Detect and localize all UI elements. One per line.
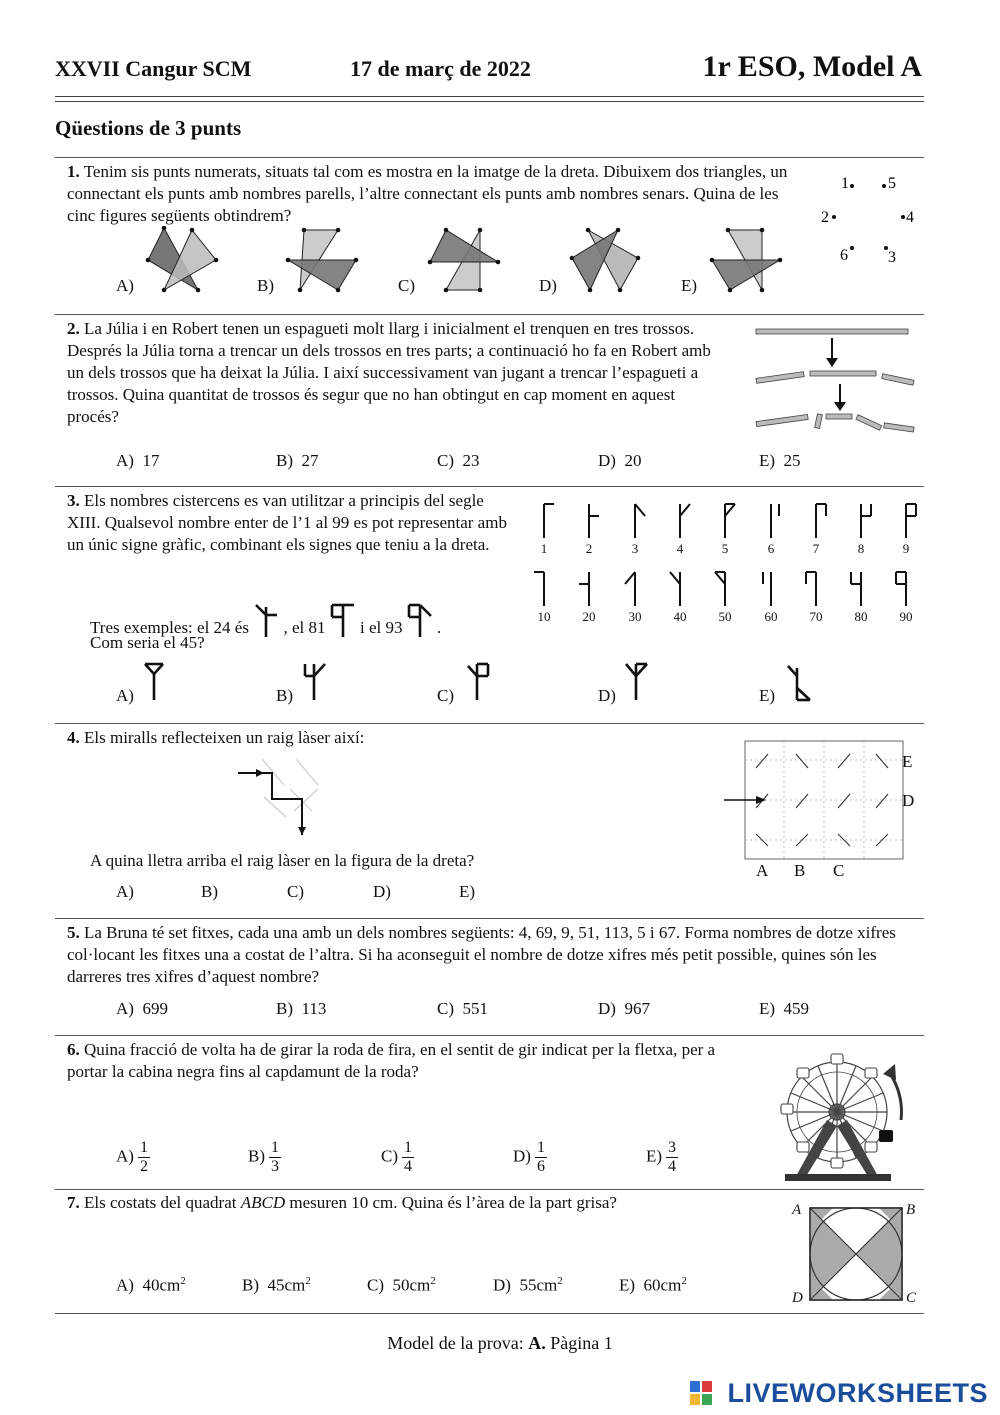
question-text: La Júlia i en Robert tenen un espagueti molt llarg i inicialment el trenquen en tres trossos. Després la Júlia torna a trencar un dels trossos en tres parts; a continuació ho fa en Robert amb un dels trossos que ha deixat la Júlia. I així successivament van jugant a trencar l’espagueti a trossos. Quina quantitat de trossos és segur que no han obtingut en cap moment en aquest procés?	[67, 319, 711, 426]
liveworksheets-brand[interactable]: LIVEWORKSHEETS	[727, 1378, 988, 1408]
option-a[interactable]: A)	[116, 686, 134, 705]
option-c[interactable]: C) 551	[437, 999, 488, 1018]
unit-label: 1	[540, 541, 548, 556]
question-6	[67, 1039, 757, 1083]
option-value: 17	[142, 451, 160, 470]
level-title: 1r ESO, Model A	[702, 50, 922, 83]
option-b-figure[interactable]	[282, 226, 362, 294]
question-number: 4.	[67, 728, 80, 747]
question-text: Els miralls reflecteixen un raig làser així:	[84, 728, 365, 747]
tens-label: 50	[718, 609, 732, 624]
numerator: 1	[536, 1139, 545, 1156]
divider	[55, 918, 924, 919]
question-text: Tenim sis punts numerats, situats tal com es mostra en la imatge de la dreta. Dibuixem dos triangles, un connectant els punts amb nombres parells, l’altre connectant els punts amb nombres senars. Quina de les cinc figures següents obtindrem?	[67, 162, 788, 225]
question-text: Els nombres cistercens es van utilitzar a principis del segle XIII. Qualsevol nombre enter de l’1 al 99 es pot representar amb un únic signe gràfic, combinant els signes que teniu a la dreta.	[67, 491, 507, 554]
point-label: 2	[821, 209, 829, 226]
option-c[interactable]: C) 23	[437, 451, 480, 470]
option-b[interactable]: B)	[257, 276, 274, 295]
option-d[interactable]: D)	[539, 276, 557, 295]
corner-label: D	[792, 1290, 803, 1306]
section-title: Qüestions de 3 punts	[55, 116, 242, 140]
question-4-ask: A quina lletra arriba el raig làser en la figura de la dreta?	[90, 851, 475, 870]
option-value: 699	[142, 999, 168, 1018]
question-number: 2.	[67, 319, 80, 338]
unit-label: 7	[812, 541, 820, 556]
cistercian-81-glyph	[330, 603, 356, 639]
question-4	[67, 727, 567, 749]
option-b[interactable]: B)	[276, 686, 293, 705]
examples-line: Tres exemples: el 24 és , el 81 i el 93 .	[90, 603, 510, 639]
denominator: 2	[139, 1158, 148, 1175]
option-d[interactable]: D) $55cm^2$	[493, 1275, 563, 1295]
divider	[55, 1189, 924, 1190]
option-a[interactable]: A) 699	[116, 999, 168, 1018]
corner-label: C	[906, 1290, 917, 1306]
point-label: 6	[840, 247, 848, 264]
option-b-glyph[interactable]	[301, 662, 327, 702]
option-a[interactable]: A) $40cm^2$	[116, 1275, 186, 1295]
denominator: 4	[668, 1158, 677, 1175]
denominator: 3	[271, 1158, 279, 1175]
unit-label: 3	[631, 541, 639, 556]
unit-label: 6	[767, 541, 775, 556]
option-e-figure[interactable]	[706, 226, 786, 294]
option-value: 20	[624, 451, 642, 470]
grid-label: C	[833, 861, 845, 880]
question-number: 7.	[67, 1193, 80, 1212]
divider	[55, 486, 924, 487]
option-value: 60	[643, 1275, 661, 1295]
option-b[interactable]: B) $45cm^2$	[242, 1275, 311, 1295]
option-d-figure[interactable]	[566, 226, 646, 294]
question-5	[67, 922, 927, 988]
option-c[interactable]: C)	[398, 276, 415, 295]
grid-label: B	[794, 861, 806, 880]
option-value: 459	[783, 999, 810, 1018]
liveworksheets-logo-icon	[690, 1381, 712, 1405]
option-d[interactable]: D) 20	[598, 451, 642, 470]
point-label: 5	[888, 175, 896, 192]
denominator: 6	[536, 1158, 545, 1175]
mirror-grid-figure	[720, 736, 930, 884]
corner-label: B	[906, 1202, 916, 1218]
header-rule-bottom	[55, 101, 924, 102]
option-e[interactable]: E)	[681, 276, 698, 295]
corner-label: A	[792, 1202, 802, 1218]
option-value: 551	[462, 999, 488, 1018]
square-name: ABCD	[240, 1193, 286, 1212]
option-e[interactable]: E) $\frac{3}{4}$	[646, 1139, 677, 1175]
option-b[interactable]: B)	[201, 882, 218, 901]
option-c[interactable]: C) $\frac{1}{4}$	[381, 1139, 412, 1175]
option-b[interactable]: B) 113	[276, 999, 327, 1018]
unit-label: 4	[676, 541, 684, 556]
option-d[interactable]: D)	[373, 882, 391, 901]
unit-label: 9	[902, 541, 910, 556]
option-e[interactable]: E)	[459, 882, 476, 901]
option-e-glyph[interactable]	[784, 662, 814, 702]
option-a-figure[interactable]	[142, 226, 222, 294]
option-a[interactable]: A) 17	[116, 451, 160, 470]
option-value: 113	[301, 999, 327, 1018]
header-rule-top	[55, 96, 924, 97]
tens-label: 90	[899, 609, 913, 624]
divider	[55, 314, 924, 315]
contest-date: 17 de març de 2022	[350, 56, 531, 81]
question-number: 1.	[67, 162, 80, 181]
tens-label: 10	[537, 609, 551, 624]
option-value: 967	[624, 999, 650, 1018]
option-c-figure[interactable]	[424, 226, 504, 294]
divider	[55, 1035, 924, 1036]
point-label: 3	[888, 249, 896, 266]
page-footer: Model de la prova: A. Pàgina 1	[387, 1333, 613, 1353]
option-a[interactable]: A)	[116, 882, 134, 901]
tens-label: 20	[582, 609, 596, 624]
option-b[interactable]: B) 27	[276, 451, 319, 470]
tens-label: 80	[854, 609, 868, 624]
option-value: 45	[267, 1275, 285, 1295]
point-label: 4	[906, 209, 914, 226]
spaghetti-figure	[750, 322, 920, 437]
option-d[interactable]: D) $\frac{1}{6}$	[513, 1139, 545, 1175]
point-label: 1	[841, 175, 849, 192]
question-1	[67, 161, 795, 227]
cistercian-reference-table	[524, 496, 924, 631]
tens-label: 60	[764, 609, 778, 624]
grid-label: A	[756, 861, 769, 880]
tens-label: 70	[809, 609, 823, 624]
option-a[interactable]: A)	[116, 276, 134, 295]
numerator: 1	[404, 1139, 412, 1156]
question-text: La Bruna té set fitxes, cada una amb un dels nombres següents: 4, 69, 9, 51, 113, 5 i 67. Forma nombres de dotze xifres col·locant les fitxes una a costat de l’altra. Si ha aconseguit el nombre de dotze xifres més petit possible, quines són les darreres tres xifres d’aquest nombre?	[67, 923, 896, 986]
option-e[interactable]: E) $60cm^2$	[619, 1275, 687, 1295]
option-c[interactable]: C) $50cm^2$	[367, 1275, 436, 1295]
option-a-glyph[interactable]	[141, 662, 167, 702]
question-number: 5.	[67, 923, 80, 942]
option-c[interactable]: C)	[437, 686, 454, 705]
square-abcd-figure	[788, 1198, 924, 1308]
option-d[interactable]: D)	[598, 686, 616, 705]
option-value: 25	[783, 451, 801, 470]
mirror-example-figure	[234, 755, 334, 840]
divider	[55, 157, 924, 158]
unit-label: 5	[721, 541, 729, 556]
grid-label: E	[902, 752, 913, 771]
option-value: 40	[142, 1275, 160, 1295]
option-e[interactable]: E)	[759, 686, 776, 705]
option-d-glyph[interactable]	[623, 662, 649, 702]
question-2	[67, 318, 727, 428]
question-3-ask: Com seria el 45?	[90, 633, 205, 652]
tens-label: 30	[628, 609, 642, 624]
denominator: 4	[404, 1158, 412, 1175]
question-7: 7. Els costats del quadrat ABCD mesuren 10 cm. Quina és l’àrea de la part grisa?	[67, 1193, 617, 1212]
page-header	[55, 50, 922, 86]
question-text: Quina fracció de volta ha de girar la roda de fira, en el sentit de gir indicat per la fletxa, per a portar la cabina negra fins al capdamunt de la roda?	[67, 1040, 716, 1081]
option-c[interactable]: C)	[287, 882, 304, 901]
option-value: 27	[301, 451, 319, 470]
option-b[interactable]: B) $\frac{1}{3}$	[248, 1139, 279, 1175]
option-value: 23	[462, 451, 480, 470]
question-number: 3.	[67, 491, 80, 510]
unit-label: 8	[857, 541, 865, 556]
contest-title: XXVII Cangur SCM	[55, 56, 252, 81]
numerator: 1	[271, 1139, 279, 1156]
cistercian-93-glyph	[407, 603, 433, 639]
grid-label: D	[902, 791, 915, 810]
tens-label: 40	[673, 609, 687, 624]
ferris-wheel-figure	[775, 1040, 925, 1185]
numerator: 1	[139, 1139, 148, 1156]
question-3	[67, 490, 507, 556]
cistercian-24-glyph	[253, 603, 279, 639]
divider	[55, 1313, 924, 1314]
option-c-glyph[interactable]	[464, 662, 490, 702]
divider	[55, 723, 924, 724]
numerator: 3	[668, 1139, 677, 1156]
option-e[interactable]: E) 25	[759, 451, 801, 470]
option-value: 55	[519, 1275, 537, 1295]
option-e[interactable]: E) 459	[759, 999, 810, 1018]
option-d[interactable]: D) 967	[598, 999, 650, 1018]
unit-label: 2	[585, 541, 593, 556]
six-points-figure	[815, 168, 915, 268]
option-a[interactable]: A) $\frac{1}{2}$	[116, 1139, 148, 1175]
option-value: 50	[392, 1275, 410, 1295]
question-number: 6.	[67, 1040, 80, 1059]
